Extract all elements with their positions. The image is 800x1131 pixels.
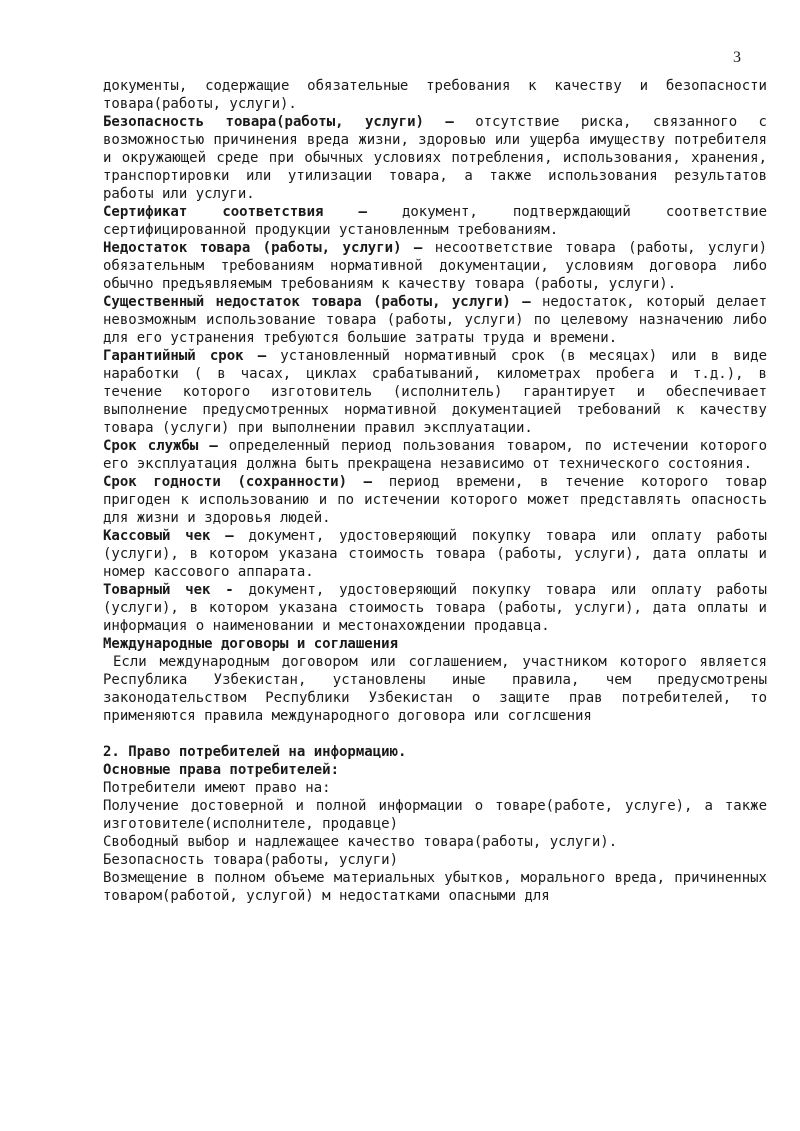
- rights-item: Свободный выбор и надлежащее качество товара(работы, услуги).: [103, 834, 618, 850]
- definition-text: документ, подтверждающий соответствие сертифицированной продукции установленным требованиям.: [103, 204, 768, 238]
- definition-sales-receipt: [103, 581, 767, 635]
- definition-cash-receipt: [103, 527, 767, 581]
- definition-text: документы, содержащие обязательные требования к качеству и безопасности товара(работы, услуги).: [103, 78, 767, 112]
- definition-term: Гарантийный срок –: [103, 348, 267, 364]
- definition-term: Товарный чек -: [103, 582, 234, 598]
- definition-continued: [103, 77, 767, 113]
- section-2-heading: 2. Право потребителей на информацию.: [103, 744, 407, 760]
- section-spacer: [103, 725, 767, 743]
- definition-text: документ, удостоверяющий покупку товара или оплату работы (услуги), в котором указана стоимость товара (работы, услуги), дата оплаты и номер кассового аппарата.: [103, 528, 767, 580]
- page-content: [103, 77, 767, 905]
- definition-product-defect: [103, 239, 767, 293]
- definition-term: Сертификат соответствия –: [103, 204, 367, 220]
- rights-lead: Потребители имеют право на:: [103, 780, 331, 796]
- definition-warranty-period: [103, 347, 767, 437]
- section-2-subheading: Основные права потребителей:: [103, 762, 340, 778]
- definition-text: недостаток, который делает невозможным использование товара (работы, услуги) по целевому назначению либо для его устранения требуются большие затраты труда и времени.: [103, 294, 767, 346]
- definition-text: несоответствие товара (работы, услуги) обязательным требованиям нормативной документации, условиям договора либо обычно предъявляемым требованиям к качеству товара (работы, услуги).: [103, 240, 767, 292]
- intl-agreements-text: Если международным договором или соглашением, участником которого является Республика Узбекистан, установлены иные правила, чем предусмотрены законодательством Республики Узбекистан о защите прав потребителей, то применяются правила международного договора или соглсшения: [103, 654, 767, 724]
- definition-text: отсутствие риска, связанного с возможностью причинения вреда жизни, здоровью или ущерба имуществу потребителя и окружающей среде при обычных условиях потребления, использования, хранения, транспортировки или утилизации товара, а также использования результатов работы или услуги.: [103, 114, 767, 202]
- definition-term: Срок службы –: [103, 438, 218, 454]
- definition-text: период времени, в течение которого товар пригоден к использованию и по истечении которого может представлять опасность для жизни и здоровья людей.: [103, 474, 768, 526]
- definition-shelf-life: [103, 473, 767, 527]
- definition-term: Срок годности (сохранности) –: [103, 474, 373, 490]
- page-number: 3: [733, 49, 741, 66]
- rights-item: Безопасность товара(работы, услуги): [103, 852, 399, 868]
- definition-term: Недостаток товара (работы, услуги) –: [103, 240, 423, 256]
- definition-term: Безопасность товара(работы, услуги) –: [103, 114, 454, 130]
- rights-item: Получение достоверной и полной информации о товаре(работе, услуге), а также изготовителе(исполнителе, продавце): [103, 798, 767, 832]
- definition-term: Существенный недостаток товара (работы, услуги) –: [103, 294, 531, 310]
- definition-term: Кассовый чек –: [103, 528, 234, 544]
- definition-significant-defect: [103, 293, 767, 347]
- definition-conformity-certificate: [103, 203, 767, 239]
- definition-product-safety: [103, 113, 767, 203]
- intl-agreements-heading: Международные договоры и соглашения: [103, 636, 399, 652]
- definition-service-life: [103, 437, 767, 473]
- definition-text: определенный период пользования товаром, по истечении которого его эксплуатация должна быть прекращена независимо от технического состояния.: [103, 438, 767, 472]
- definition-text: документ, удостоверяющий покупку товара или оплату работы (услуги), в котором указана стоимость товара (работы, услуги), дата оплаты и информация о наименовании и местонахождении продавца.: [103, 582, 767, 634]
- definition-text: установленный нормативный срок (в месяцах) или в виде наработки ( в часах, циклах срабатываний, километрах пробега и т.д.), в течение которого изготовитель (исполнитель) гарантирует и обеспечивает выполнение предусмотренных нормативной документацией требований к качеству товара (услуги) при выполнении правил эксплуатации.: [103, 348, 768, 436]
- rights-item: Возмещение в полном объеме материальных убытков, морального вреда, причиненных товаром(работой, услугой) м недостатками опасными для: [103, 870, 767, 904]
